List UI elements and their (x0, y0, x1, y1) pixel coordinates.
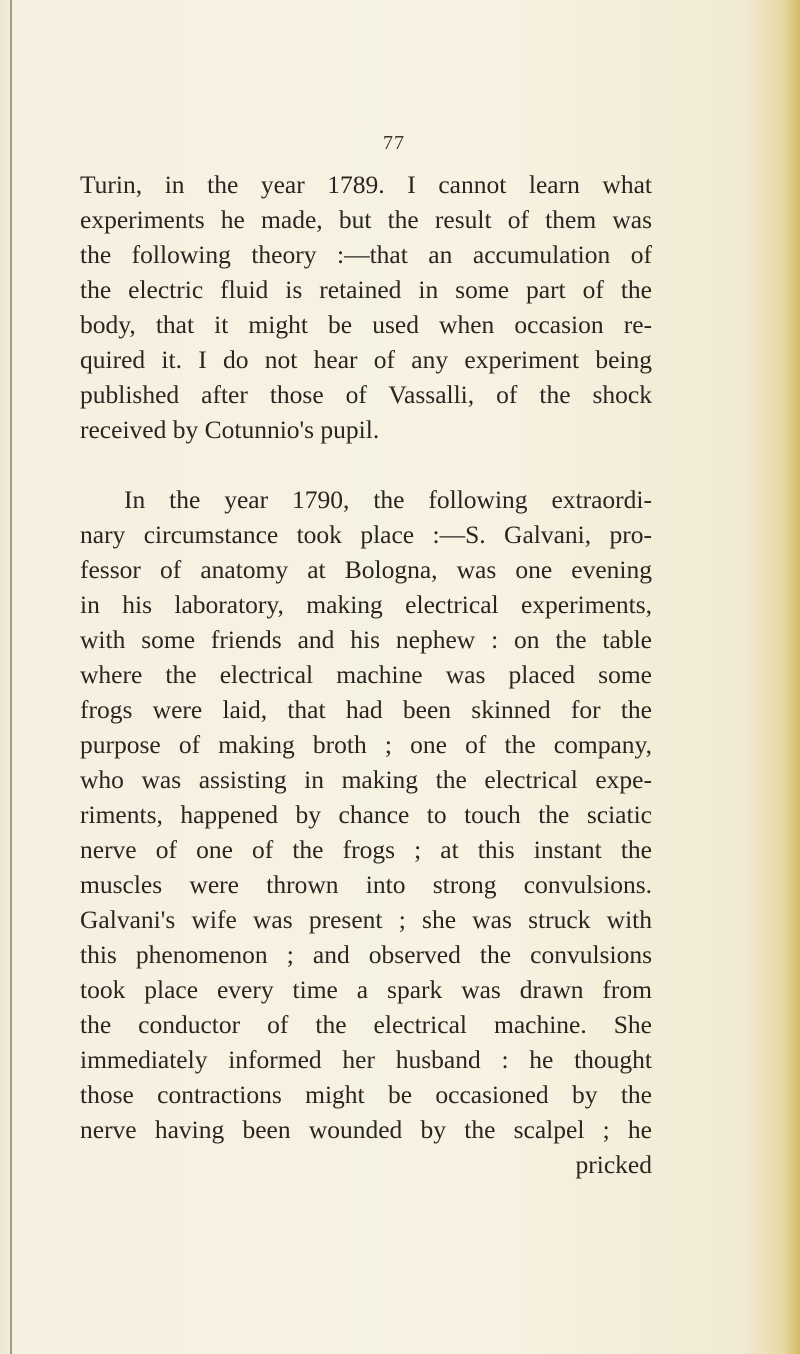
page-number: 77 (383, 132, 405, 154)
text-line: muscles were thrown into strong convulsions. (80, 870, 652, 899)
text-line: those contractions might be occasioned by the (80, 1080, 652, 1109)
text-line: in his laboratory, making electrical experiments, (80, 590, 652, 619)
text-line: Turin, in the year 1789. I cannot learn what (80, 170, 652, 199)
text-line: received by Cotunnio's pupil. (80, 415, 380, 444)
text-line: this phenomenon ; and observed the convulsions (80, 940, 652, 969)
text-line: the electric fluid is retained in some part of the (80, 275, 652, 304)
text-line: frogs were laid, that had been skinned for the (80, 695, 652, 724)
text-line: fessor of anatomy at Bologna, was one evening (80, 555, 652, 584)
text-line: Galvani's wife was present ; she was struck with (80, 905, 652, 934)
text-line: riments, happened by chance to touch the sciatic (80, 800, 652, 829)
text-line: nerve of one of the frogs ; at this instant the (80, 835, 652, 864)
text-line: where the electrical machine was placed some (80, 660, 652, 689)
catchword: pricked (575, 1150, 652, 1179)
text-line: nerve having been wounded by the scalpel ; he (80, 1115, 652, 1144)
text-line: experiments he made, but the result of them was (80, 205, 652, 234)
text-line: nary circumstance took place :—S. Galvani, pro- (80, 520, 652, 549)
text-line: took place every time a spark was drawn from (80, 975, 652, 1004)
text-line: the following theory :—that an accumulation of (80, 240, 652, 269)
text-line: body, that it might be used when occasion re- (80, 310, 652, 339)
text-line: In the year 1790, the following extraordi- (124, 485, 652, 514)
text-line: the conductor of the electrical machine. She (80, 1010, 652, 1039)
text-line: purpose of making broth ; one of the company, (80, 730, 652, 759)
text-line: who was assisting in making the electrical expe- (80, 765, 652, 794)
text-line: immediately informed her husband : he thought (80, 1045, 652, 1074)
text-line: published after those of Vassalli, of the shock (80, 380, 652, 409)
text-line: with some friends and his nephew : on the table (80, 625, 652, 654)
text-line: quired it. I do not hear of any experiment being (80, 345, 652, 374)
